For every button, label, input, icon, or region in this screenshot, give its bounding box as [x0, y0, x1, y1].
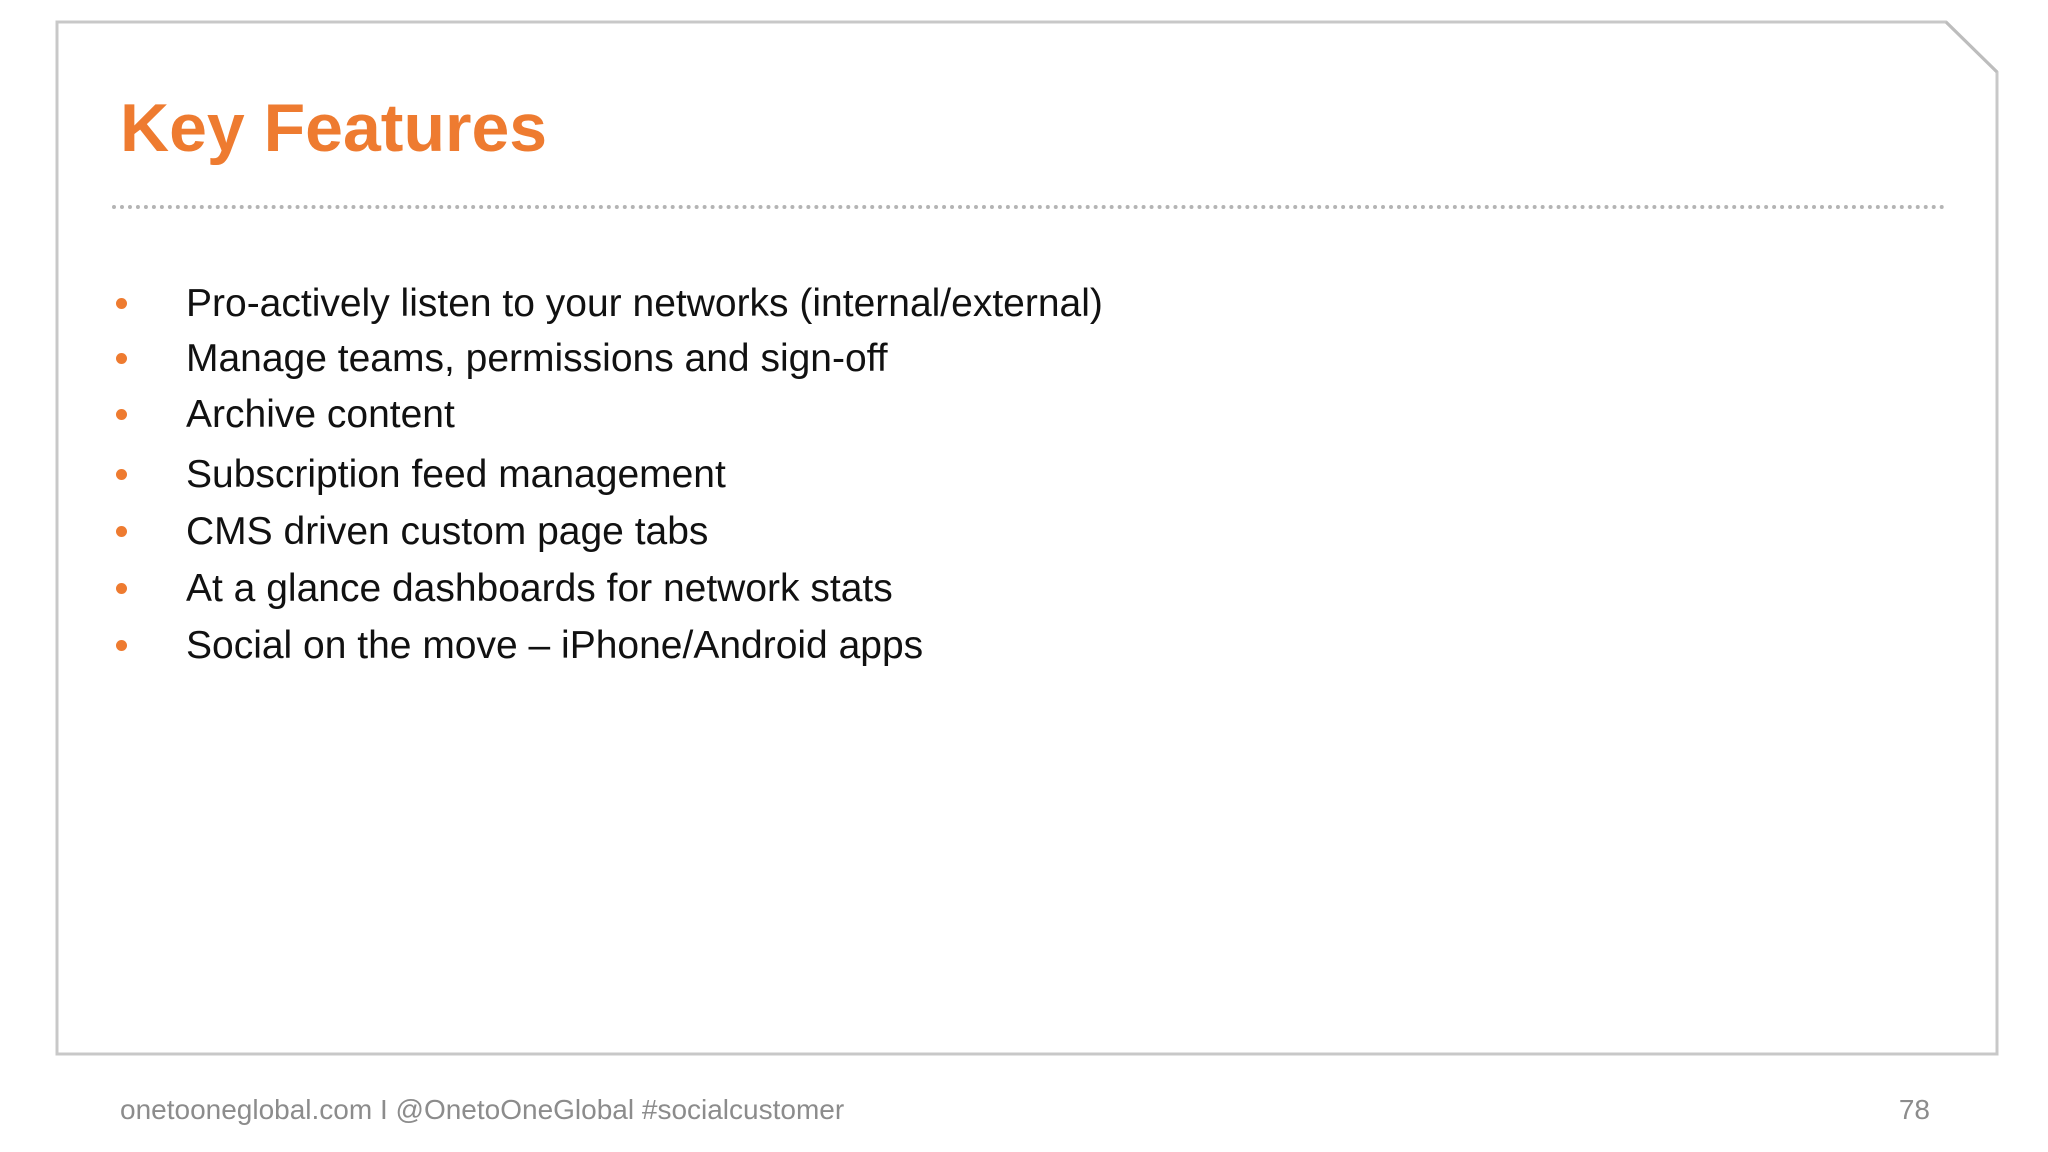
bullet-icon: [116, 526, 127, 537]
page-number: 78: [1898, 1094, 1930, 1125]
bullet-icon: [116, 583, 127, 594]
bullet-icon: [116, 409, 127, 420]
list-item-text: Archive content: [186, 393, 455, 436]
list-item-text: At a glance dashboards for network stats: [186, 567, 893, 610]
list-item-text: Pro-actively listen to your networks (internal/external): [186, 282, 1103, 325]
list-item-text: Subscription feed management: [186, 453, 726, 496]
bullet-icon: [116, 640, 127, 651]
folded-corner: [1946, 22, 1997, 72]
list-item-text: Social on the move – iPhone/Android apps: [186, 624, 924, 667]
bullet-icon: [116, 353, 127, 364]
bullet-icon: [116, 469, 127, 480]
list-item-text: CMS driven custom page tabs: [186, 510, 709, 553]
footer-text: onetooneglobal.com I @OnetoOneGlobal #socialcustomer: [120, 1094, 845, 1125]
list-item-text: Manage teams, permissions and sign-off: [186, 337, 888, 380]
slide-title: Key Features: [120, 90, 548, 166]
title-divider: [112, 205, 1946, 209]
bullet-icon: [116, 298, 127, 309]
